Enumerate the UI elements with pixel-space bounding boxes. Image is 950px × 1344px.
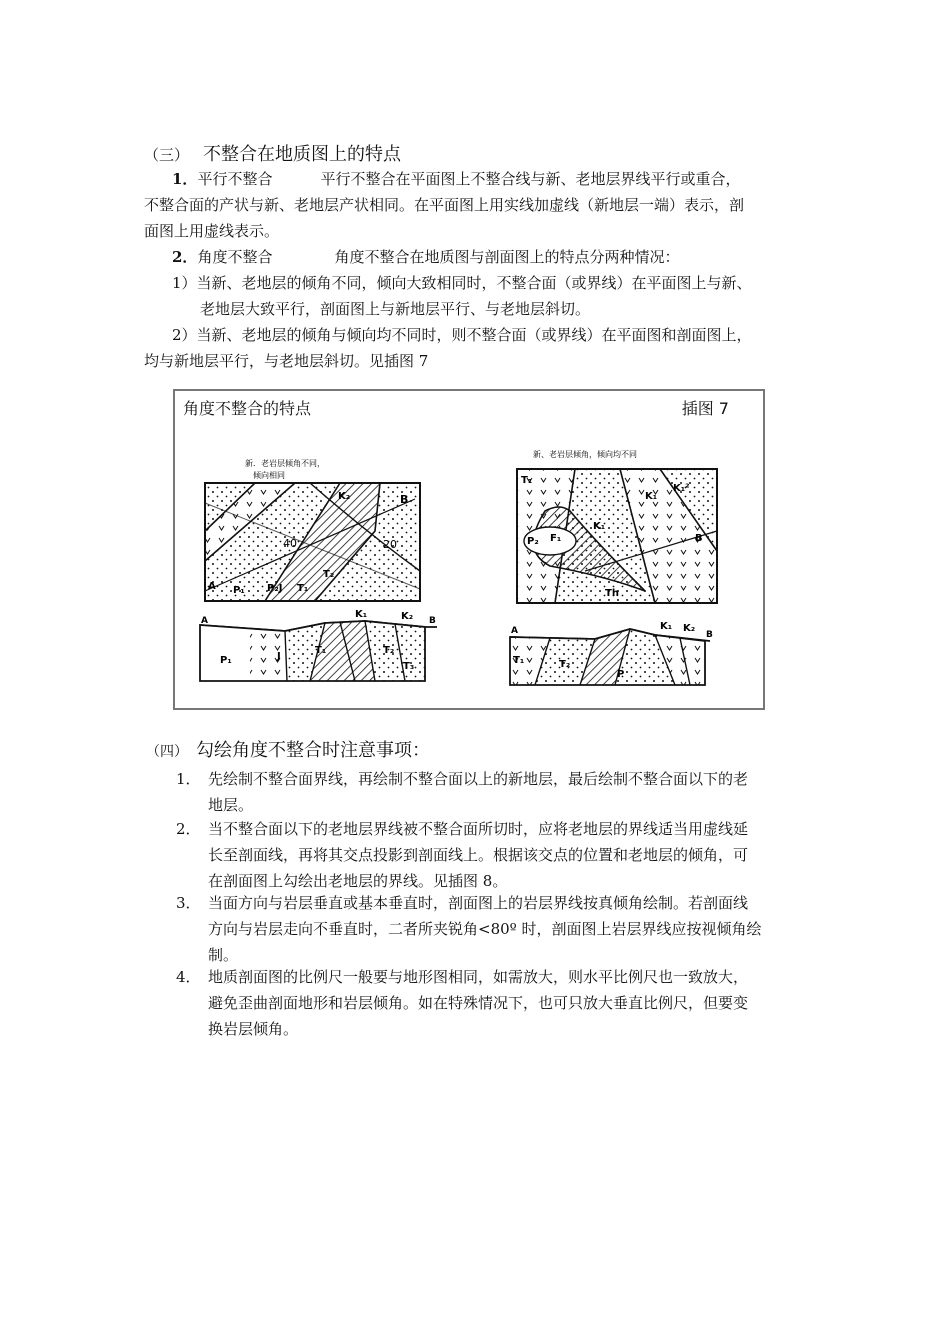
left-map-label-20: 20 (383, 538, 397, 551)
section-4-number: （四） (146, 744, 188, 760)
right-map-label-k1: K₁ (645, 491, 658, 502)
left-section-label-t2: T₂ (383, 645, 395, 656)
section-3-heading (144, 140, 401, 166)
right-map-label-t: T₁ (521, 475, 533, 486)
right-section-label-b: B (706, 630, 713, 640)
note-item-2-line-1: 当不整合面以下的老地层界线被不整合面所切时，应将老地层的界线适当用虚线延 (208, 820, 749, 838)
left-section-label-t1: T₁ (315, 645, 327, 656)
case-2-line-1: 2）当新、老地层的倾角与倾向均不同时，则不整合面（或界线）在平面图和剖面图上， (172, 326, 752, 344)
item-1-line-2: 不整合面的产状与新、老地层产状相同。在平面图上用实线加虚线（新地层一端）表示，剖 (144, 196, 745, 214)
figure-drawing (175, 391, 765, 710)
note-item-2 (176, 816, 814, 894)
left-map (205, 483, 420, 601)
right-map-label-b: B (695, 533, 703, 544)
left-map-label-40: 40 (283, 537, 297, 550)
right-section-label-t2: T₂ (559, 659, 571, 670)
left-map-label-pj: P₂J (267, 583, 283, 594)
note-item-2-number: 2． (176, 820, 201, 838)
note-item-2-line-2: 长至剖面线，再将其交点投影到剖面线上。根据该交点的位置和老地层的倾角，可 (208, 846, 749, 864)
left-section-label-t3: T₃ (403, 661, 415, 672)
left-section-label-a: A (201, 616, 208, 626)
right-section-label-t1: T₁ (513, 655, 525, 666)
note-item-1-line-1: 先绘制不整合面界线，再绘制不整合面以上的新地层，最后绘制不整合面以下的老 (208, 770, 749, 788)
paragraph-parallel-unconformity (144, 166, 812, 244)
paragraph-angular-unconformity (144, 244, 812, 374)
left-map-label-t: T₂ (323, 569, 335, 580)
left-section (200, 609, 437, 681)
left-section-label-j: J (277, 651, 281, 662)
note-item-4-line-2: 避免歪曲剖面地形和岩层倾角。如在特殊情况下，也可只放大垂直比例尺，但要变 (208, 994, 749, 1012)
right-map-label-ki: K₁ (593, 521, 606, 532)
left-section-label-b: B (429, 616, 436, 626)
figure-7 (173, 389, 765, 710)
figure-title: 角度不整合的特点 (183, 399, 312, 418)
section-4-heading (146, 736, 430, 762)
note-item-1 (176, 766, 814, 818)
right-map-label-th: Th (605, 588, 619, 599)
left-caption-2: 倾向相同 (253, 471, 285, 480)
right-caption: 新、老岩层倾角，倾向均不同 (533, 450, 637, 459)
note-item-3-number: 3． (176, 894, 201, 912)
note-item-3-line-2: 方向与岩层走向不垂直时，二者所夹锐角<80º 时，剖面图上岩层界线应按视倾角绘 (208, 920, 762, 938)
item-2-number: 2． (172, 248, 198, 266)
right-section-label-a: A (511, 626, 518, 636)
right-section-label-k2: K₂ (683, 623, 696, 634)
left-section-label-k2: K₂ (401, 611, 414, 622)
note-item-4-number: 4． (176, 968, 201, 986)
note-item-1-number: 1． (176, 770, 201, 788)
left-map-label-a: A (208, 581, 216, 592)
figure-label: 插图 7 (681, 399, 729, 418)
case-1-line-1: 1）当新、老地层的倾角不同，倾向大致相同时，不整合面（或界线）在平面图上与新、 (172, 274, 752, 292)
note-item-3 (176, 890, 814, 968)
left-map-label-p: P₁ (233, 585, 245, 596)
left-map-label-b: B (400, 493, 409, 506)
section-3-title: 不整合在地质图上的特点 (203, 144, 402, 165)
right-map-label-f: F₁ (550, 533, 562, 544)
section-4-title: 勾绘角度不整合时注意事项： (196, 740, 430, 761)
item-2-heading: 角度不整合 (197, 248, 273, 266)
right-map-label-p: P₂ (527, 536, 539, 547)
item-1-number: 1． (172, 170, 198, 188)
right-map (517, 469, 717, 603)
note-item-4-line-1: 地质剖面图的比例尺一般要与地形图相同，如需放大，则水平比例尺也一致放大， (208, 968, 749, 986)
left-section-label-p: P₁ (220, 655, 232, 666)
note-item-3-line-1: 当面方向与岩层垂直或基本垂直时，剖面图上的岩层界线按真倾角绘制。若剖面线 (208, 894, 749, 912)
left-section-label-k1: K₁ (355, 609, 368, 620)
note-item-4 (176, 964, 814, 1042)
note-item-4-line-3: 换岩层倾角。 (208, 1020, 299, 1038)
right-section-label-p: P (617, 669, 625, 680)
left-caption-1: 新．老岩层倾角不同， (245, 459, 325, 468)
right-section (510, 621, 713, 685)
case-1-line-2: 老地层大致平行，剖面图上与新地层平行、与老地层斜切。 (200, 300, 591, 318)
right-section-label-k: K₁ (660, 621, 673, 632)
item-1-line-1: 平行不整合在平面图上不整合线与新、老地层界线平行或重合， (320, 170, 741, 188)
note-item-3-line-3: 制。 (208, 946, 239, 964)
item-1-line-3: 面图上用虚线表示。 (144, 222, 280, 240)
right-map-label-k2: K₁² (673, 483, 690, 494)
item-2-text: 角度不整合在地质图与剖面图上的特点分两种情况： (334, 248, 680, 266)
note-item-2-line-3: 在剖面图上勾绘出老地层的界线。见插图 8。 (208, 872, 508, 890)
case-2-line-2: 均与新地层平行，与老地层斜切。见插图 7 (144, 352, 429, 370)
section-3-number: （三） (144, 146, 190, 164)
left-map-label-k: K₂ (338, 491, 351, 502)
left-map-label-tt: T₁ (297, 583, 309, 594)
note-item-1-line-2: 地层。 (208, 796, 254, 814)
item-1-heading: 平行不整合 (197, 170, 273, 188)
